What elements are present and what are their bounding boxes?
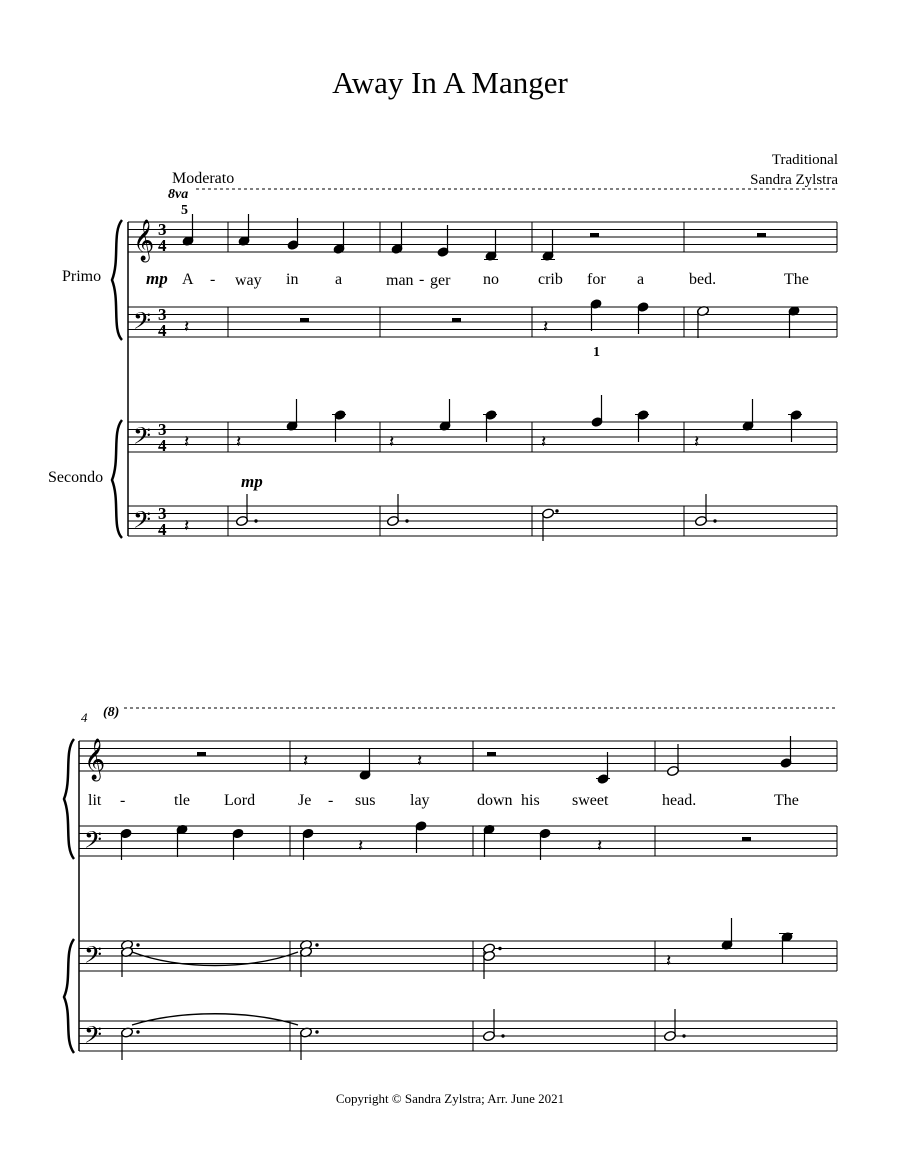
quarter-rest-icon: 𝄽 bbox=[184, 317, 190, 337]
svg-text:-: - bbox=[120, 792, 126, 809]
svg-text:𝄽: 𝄽 bbox=[303, 751, 309, 771]
barlines bbox=[290, 741, 837, 1051]
svg-text:𝄽: 𝄽 bbox=[184, 516, 190, 536]
svg-text:𝄽: 𝄽 bbox=[597, 836, 603, 856]
svg-text:man: man bbox=[386, 272, 414, 289]
brace-icon bbox=[64, 939, 74, 1053]
instrument-name-primo: Primo bbox=[62, 268, 102, 285]
svg-text:𝄽: 𝄽 bbox=[666, 951, 672, 971]
bass-clef-icon: 𝄢 bbox=[84, 1021, 103, 1054]
staff-lines-primo-bass bbox=[79, 826, 837, 856]
bass-clef-icon: 𝄢 bbox=[84, 826, 103, 859]
svg-text:a: a bbox=[637, 271, 645, 288]
bass-clef-icon: 𝄢 bbox=[133, 506, 152, 539]
secondo-upper-notes bbox=[184, 395, 802, 452]
ottava-continuation: (8) bbox=[103, 705, 120, 720]
half-rest-icon bbox=[590, 233, 599, 237]
svg-text:way: way bbox=[235, 272, 262, 289]
primo-bass-notes bbox=[184, 299, 800, 338]
bass-clef-icon: 𝄢 bbox=[133, 307, 152, 340]
secondo-lower-notes bbox=[184, 494, 717, 541]
brace-icon bbox=[112, 420, 122, 538]
staff-lines-secondo-lower bbox=[79, 1021, 837, 1051]
brace-icon bbox=[64, 739, 74, 859]
svg-text:lay: lay bbox=[410, 792, 430, 809]
svg-text:𝄽: 𝄽 bbox=[389, 432, 395, 452]
svg-text:3: 3 bbox=[158, 504, 167, 523]
svg-text:𝄽: 𝄽 bbox=[236, 432, 242, 452]
staff-lines-primo-treble bbox=[79, 741, 837, 771]
secondo-lower-notes bbox=[120, 1009, 685, 1060]
svg-text:Je: Je bbox=[298, 792, 312, 809]
bass-clef-icon: 𝄢 bbox=[133, 422, 152, 455]
bass-clef-icon: 𝄢 bbox=[84, 941, 103, 974]
system-1 bbox=[48, 214, 837, 541]
page-title: Away In A Manger bbox=[332, 65, 568, 100]
staff-lines-secondo-lower bbox=[128, 506, 837, 536]
svg-text:tle: tle bbox=[174, 792, 190, 809]
barlines bbox=[228, 222, 837, 536]
svg-text:4: 4 bbox=[158, 520, 167, 539]
svg-text:in: in bbox=[286, 271, 299, 288]
svg-text:-: - bbox=[210, 271, 216, 288]
svg-text:-: - bbox=[419, 271, 425, 288]
svg-text:4: 4 bbox=[158, 236, 167, 255]
primo-treble-notes bbox=[197, 736, 792, 784]
measure-number: 4 bbox=[81, 710, 88, 725]
fingering-5: 5 bbox=[181, 203, 188, 218]
svg-text:𝄽: 𝄽 bbox=[417, 751, 423, 771]
tie-icon bbox=[132, 1014, 298, 1025]
svg-text:𝄽: 𝄽 bbox=[358, 836, 364, 856]
svg-text:bed.: bed. bbox=[689, 271, 717, 288]
staff-lines-primo-bass bbox=[128, 307, 837, 337]
svg-text:crib: crib bbox=[538, 271, 563, 288]
svg-text:4: 4 bbox=[158, 321, 167, 340]
svg-text:lit: lit bbox=[88, 792, 102, 809]
svg-text:A: A bbox=[182, 271, 194, 288]
system-2 bbox=[64, 705, 837, 1060]
brace-icon bbox=[112, 220, 122, 340]
svg-text:head.: head. bbox=[662, 792, 697, 809]
primo-bass-notes bbox=[120, 821, 751, 860]
svg-text:The: The bbox=[784, 271, 809, 288]
half-rest-icon bbox=[757, 233, 766, 237]
copyright-footer: Copyright © Sandra Zylstra; Arr. June 2021 bbox=[335, 1091, 565, 1106]
staff-lines-secondo-upper bbox=[128, 422, 837, 452]
svg-text:𝄽: 𝄽 bbox=[184, 432, 190, 452]
svg-text:ger: ger bbox=[430, 272, 451, 289]
treble-clef-icon: 𝄞 bbox=[133, 220, 155, 261]
treble-clef-icon: 𝄞 bbox=[84, 739, 106, 780]
svg-text:sweet: sweet bbox=[572, 792, 609, 809]
instrument-name-secondo: Secondo bbox=[48, 469, 104, 486]
svg-text:The: The bbox=[774, 792, 799, 809]
svg-text:sus: sus bbox=[355, 792, 376, 809]
lyrics-system-1 bbox=[182, 271, 809, 289]
ottava-marking: 8va bbox=[168, 187, 189, 202]
svg-text:3: 3 bbox=[158, 220, 167, 239]
half-rest-icon bbox=[452, 318, 461, 322]
arranger-name: Sandra Zylstra bbox=[750, 172, 838, 188]
svg-text:a: a bbox=[335, 271, 343, 288]
svg-text:Lord: Lord bbox=[224, 792, 256, 809]
dynamic-mp-secondo: mp bbox=[241, 472, 263, 491]
primo-treble-notes bbox=[182, 214, 555, 261]
svg-text:4: 4 bbox=[158, 436, 167, 455]
svg-text:3: 3 bbox=[158, 305, 167, 324]
svg-text:3: 3 bbox=[158, 420, 167, 439]
fingering-1: 1 bbox=[593, 345, 600, 360]
svg-text:his: his bbox=[521, 792, 540, 809]
svg-text:𝄽: 𝄽 bbox=[541, 432, 547, 452]
composer-traditional: Traditional bbox=[771, 152, 838, 168]
time-signature bbox=[158, 220, 167, 539]
svg-text:-: - bbox=[328, 792, 334, 809]
svg-text:down: down bbox=[477, 792, 513, 809]
quarter-rest-icon: 𝄽 bbox=[543, 317, 549, 337]
lyrics-system-2 bbox=[88, 792, 799, 809]
half-rest-icon bbox=[300, 318, 309, 322]
tempo-marking: Moderato bbox=[172, 170, 235, 187]
dynamic-mp-primo: mp bbox=[146, 269, 168, 288]
svg-text:no: no bbox=[483, 271, 499, 288]
svg-text:for: for bbox=[587, 271, 606, 288]
svg-text:𝄽: 𝄽 bbox=[694, 432, 700, 452]
staff-lines-primo-treble bbox=[128, 222, 837, 252]
